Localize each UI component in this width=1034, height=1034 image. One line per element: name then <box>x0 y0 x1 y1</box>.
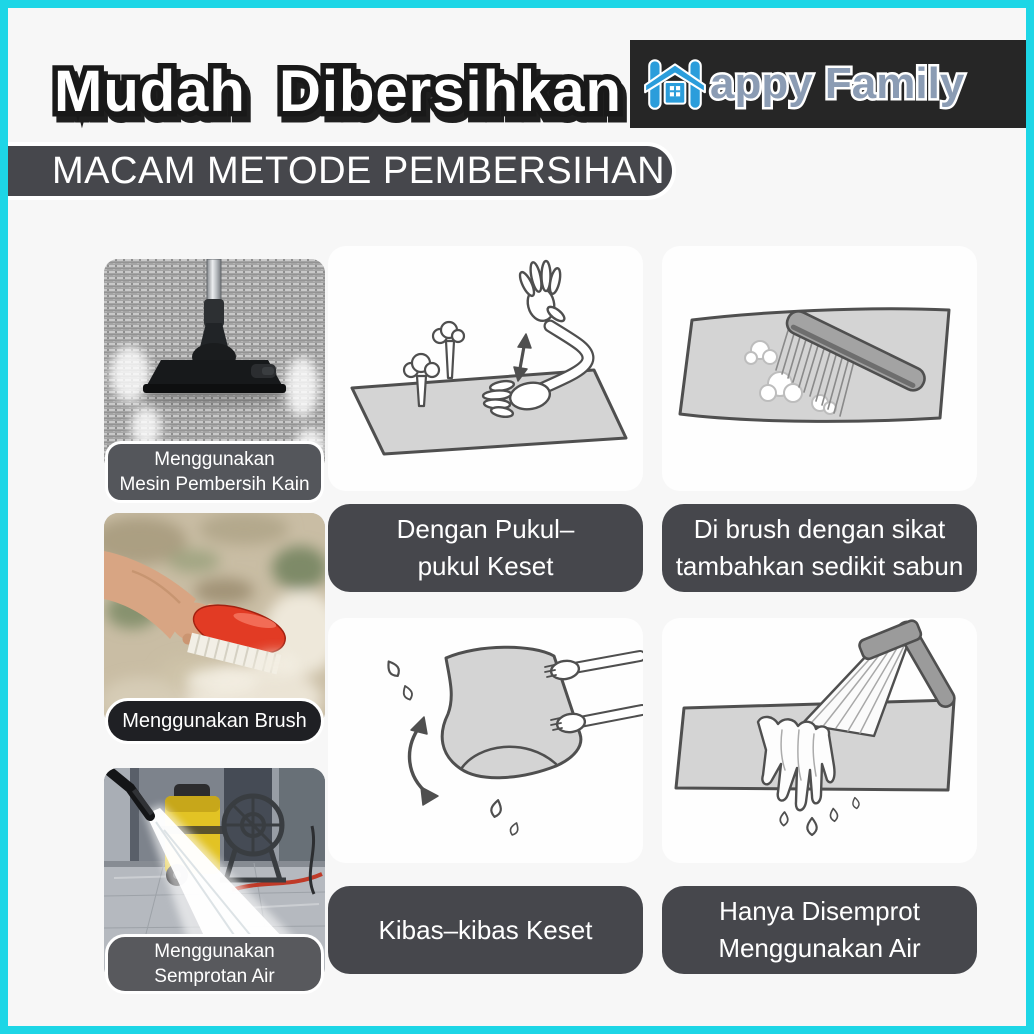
hand-scrubbing-red-brush-photo <box>104 513 325 726</box>
photo-caption-water-spray <box>105 934 324 994</box>
illustration-card-water-only <box>662 618 977 863</box>
caption-line: Menggunakan Brush <box>122 710 307 732</box>
brand-logo-text: appy Family appy Family <box>710 59 964 109</box>
page-title: Mudah Dibersihkan Mudah Dibersihkan <box>54 58 622 125</box>
caption-line: Menggunakan <box>154 941 275 962</box>
photo-method-vacuum <box>104 259 325 503</box>
caption-line: Dengan Pukul– <box>396 514 575 544</box>
brush-on-mat-illustration <box>662 246 977 491</box>
caption-line: Kibas–kibas Keset <box>378 914 593 945</box>
banner-label: MACAM METODE PEMBERSIHAN <box>52 149 666 192</box>
section-banner <box>8 142 676 200</box>
hand-patting-mat-illustration <box>328 246 643 491</box>
brand-logo <box>630 40 1026 128</box>
happy-family-house-h-icon <box>642 50 708 118</box>
caption-line: Di brush dengan sikat <box>693 514 946 544</box>
illustration-card-pat-mat <box>328 246 643 491</box>
caption-line: Menggunakan Air <box>718 933 921 963</box>
caption-line: Hanya Disemprot <box>719 896 920 926</box>
caption-line: pukul Keset <box>417 551 554 581</box>
method-caption-shake-mat <box>328 886 643 974</box>
caption-line: Mesin Pembersih Kain <box>119 474 310 495</box>
method-caption-pat-mat <box>328 504 643 592</box>
illustration-card-shake-mat <box>328 618 643 863</box>
shaking-mat-illustration <box>328 618 643 863</box>
illustration-card-brush-soap <box>662 246 977 491</box>
method-caption-brush-soap <box>662 504 977 592</box>
photo-caption-vacuum <box>105 441 324 503</box>
caption-line: Semprotan Air <box>154 966 275 987</box>
shower-spraying-mat-illustration <box>662 618 977 863</box>
photo-method-water-spray <box>104 768 325 994</box>
caption-line: tambahkan sedikit sabun <box>675 551 964 581</box>
photo-method-brush <box>104 513 325 744</box>
method-caption-water-only <box>662 886 977 974</box>
photo-caption-brush <box>105 698 324 744</box>
caption-line: Menggunakan <box>154 449 275 470</box>
